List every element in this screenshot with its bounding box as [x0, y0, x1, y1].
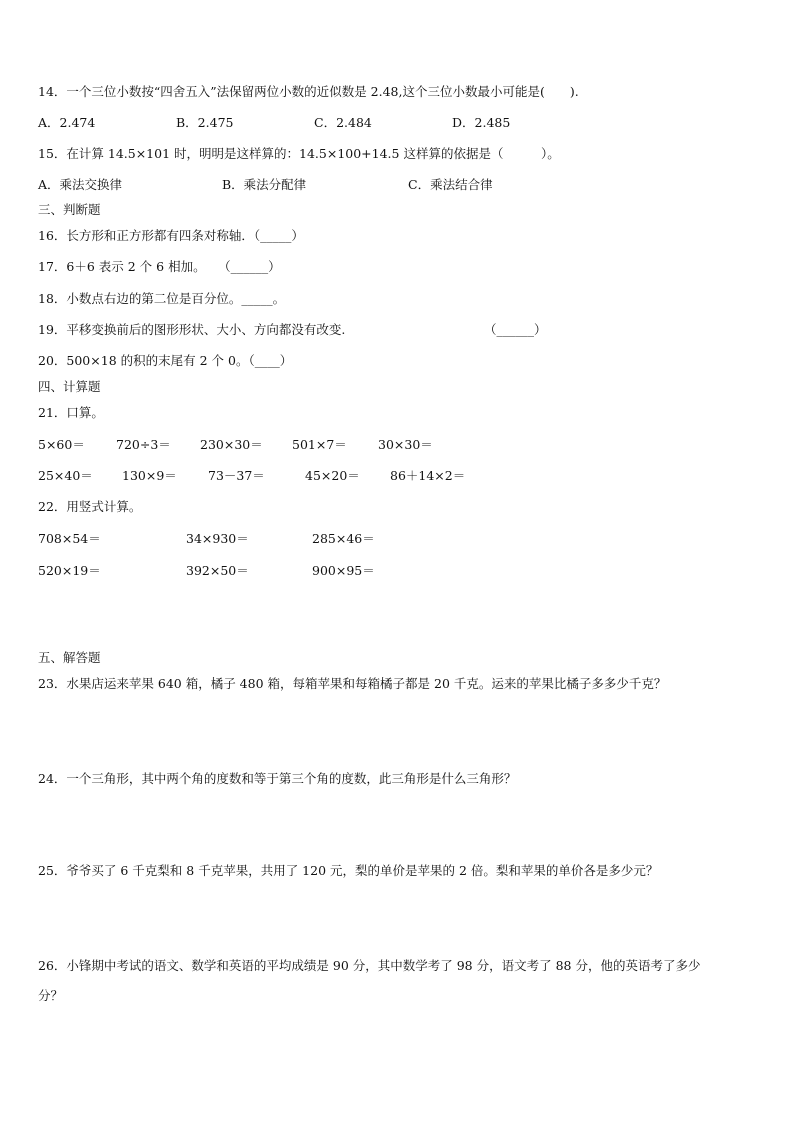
question-17: 17．6＋6 表示 2 个 6 相加。 （______） — [38, 259, 281, 274]
oral-calc-item: 86＋14×2＝ — [390, 468, 466, 483]
option-15-b: B．乘法分配律 — [222, 177, 307, 192]
vertical-calc-item: 285×46＝ — [312, 531, 375, 546]
oral-calc-item: 30×30＝ — [378, 437, 433, 452]
oral-calc-item: 73－37＝ — [208, 468, 265, 483]
question-15: 15．在计算 14.5×101 时，明明是这样算的：14.5×100+14.5 这样算的依据是（ ）。 — [38, 146, 560, 161]
question-18: 18．小数点右边的第二位是百分位。_____。 — [38, 291, 286, 306]
oral-calc-item: 5×60＝ — [38, 437, 85, 452]
question-20: 20．500×18 的积的末尾有 2 个 0。（____） — [38, 353, 293, 368]
question-25: 25．爷爷买了 6 千克梨和 8 千克苹果，共用了 120 元，梨的单价是苹果的 2 倍。梨和苹果的单价各是多少元？ — [38, 863, 659, 878]
oral-calc-item: 45×20＝ — [305, 468, 360, 483]
option-14-d: D．2.485 — [452, 115, 511, 130]
oral-calc-item: 130×9＝ — [122, 468, 177, 483]
question-26-line1: 26．小锋期中考试的语文、数学和英语的平均成绩是 90 分，其中数学考了 98 分，语文考了 88 分，他的英语考了多少 — [38, 958, 701, 973]
vertical-calc-item: 392×50＝ — [186, 563, 249, 578]
question-23: 23．水果店运来苹果 640 箱，橘子 480 箱，每箱苹果和每箱橘子都是 20 千克。运来的苹果比橘子多多少千克？ — [38, 676, 667, 691]
question-19-blank: （______） — [484, 322, 547, 337]
option-15-c: C．乘法结合律 — [408, 177, 493, 192]
section-heading-word-problems: 五、解答题 — [38, 650, 101, 665]
question-16: 16．长方形和正方形都有四条对称轴．（_____） — [38, 228, 304, 243]
section-heading-calculation: 四、计算题 — [38, 379, 101, 394]
oral-calc-item: 25×40＝ — [38, 468, 93, 483]
option-15-a: A．乘法交换律 — [38, 177, 123, 192]
oral-calc-item: 720÷3＝ — [116, 437, 171, 452]
vertical-calc-item: 34×930＝ — [186, 531, 249, 546]
section-heading-judgement: 三、判断题 — [38, 202, 101, 217]
vertical-calc-item: 900×95＝ — [312, 563, 375, 578]
vertical-calc-item: 520×19＝ — [38, 563, 101, 578]
oral-calc-item: 501×7＝ — [292, 437, 347, 452]
option-14-b: B．2.475 — [176, 115, 234, 130]
question-21-title: 21．口算。 — [38, 405, 104, 420]
question-22-title: 22．用竖式计算。 — [38, 499, 142, 514]
option-14-a: A．2.474 — [38, 115, 96, 130]
option-14-c: C．2.484 — [314, 115, 372, 130]
question-19: 19．平移变换前后的图形形状、大小、方向都没有改变. — [38, 322, 346, 337]
question-24: 24．一个三角形，其中两个角的度数和等于第三个角的度数，此三角形是什么三角形？ — [38, 771, 517, 786]
oral-calc-item: 230×30＝ — [200, 437, 263, 452]
vertical-calc-item: 708×54＝ — [38, 531, 101, 546]
question-14: 14．一个三位小数按“四舍五入”法保留两位小数的近似数是 2.48,这个三位小数最小可能是( ). — [38, 84, 579, 99]
question-26-line2: 分？ — [38, 988, 64, 1003]
